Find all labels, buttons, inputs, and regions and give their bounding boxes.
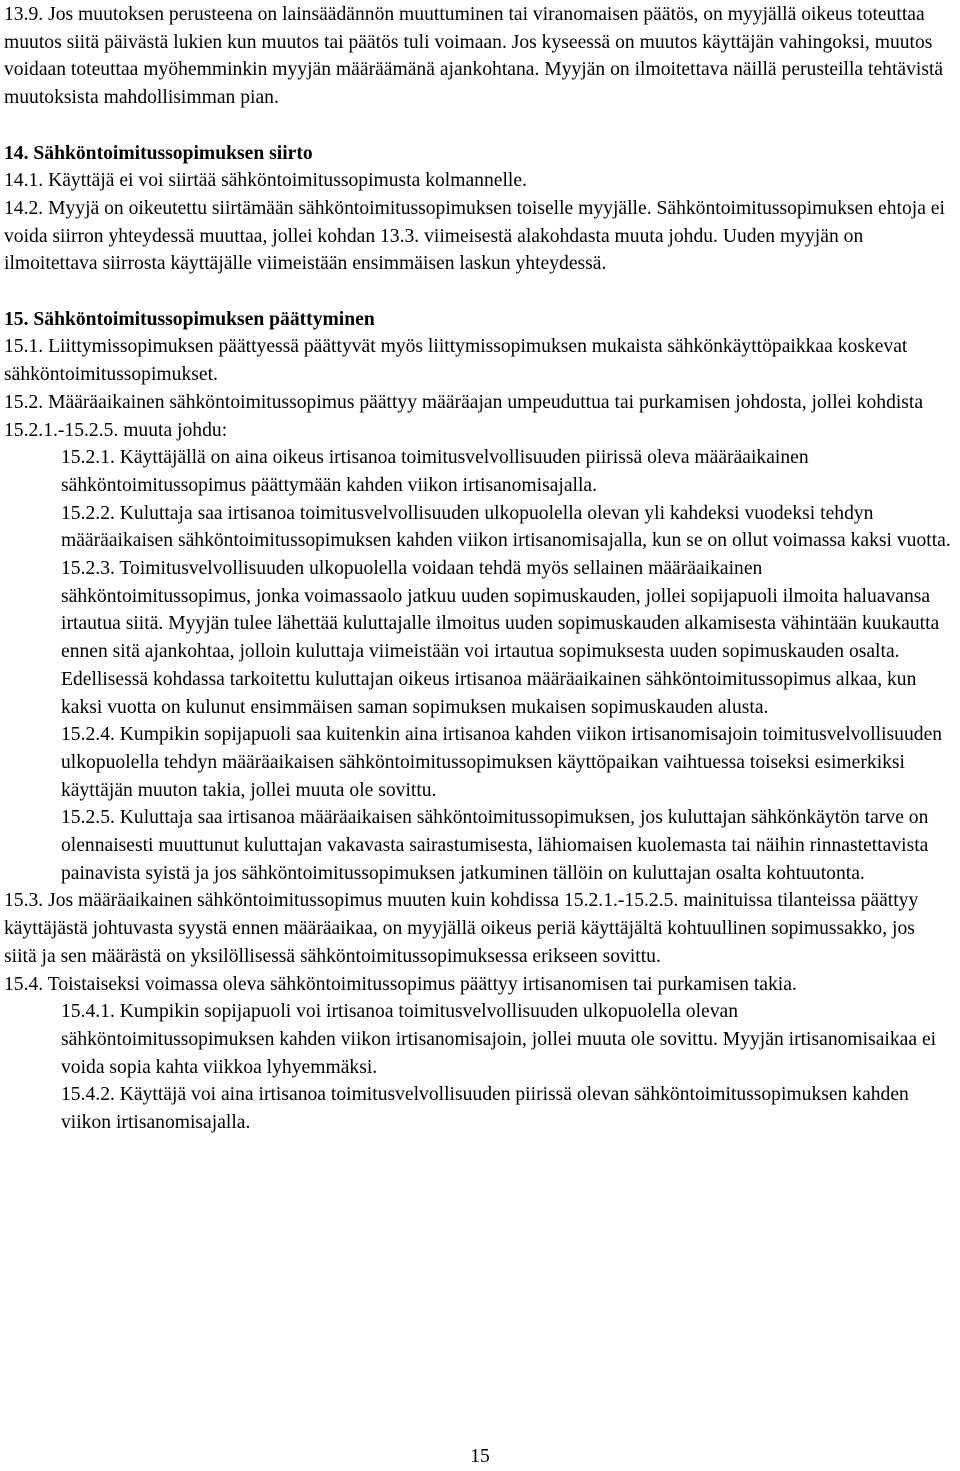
heading-section-14: 14. Sähköntoimitussopimuksen siirto (4, 142, 313, 164)
heading-section-15: 15. Sähköntoimitussopimuksen päättyminen (4, 308, 375, 330)
paragraph-15-3: 15.3. Jos määräaikainen sähköntoimitussopimus muuten kuin kohdissa 15.2.1.-15.2.5. mainituissa tilanteissa päättyy käyttäjästä johtuvasta syystä ennen määräaikaa, on myyjällä oikeus periä käyttäjältä kohtuullinen sopimussakko, jos siitä ja sen määrästä on yksilöllisessä sähköntoimitussopimuksessa erikseen sovittu. (4, 890, 919, 967)
paragraph-15-4-1: 15.4.1. Kumpikin sopijapuoli voi irtisanoa toimitusvelvollisuuden ulkopuolella olevan sähköntoimitussopimuksen kahden viikon irtisanomisajoin, jollei muuta ole sovittu. Myyjän irtisanomisaikaa ei voida sopia kahta viikkoa lyhyemmäksi. (61, 1001, 937, 1078)
paragraph-14-2: 14.2. Myyjä on oikeutettu siirtämään sähköntoimitussopimuksen toiselle myyjälle. Sähköntoimitussopimuksen ehtoja ei voida siirron yhteydessä muuttaa, jollei kohdan 13.3. viimeisestä alakohdasta muuta johdu. Uuden myyjän on ilmoitettava siirrosta käyttäjälle viimeistään ensimmäisen laskun yhteydessä. (4, 197, 945, 275)
document-page (4, 0, 952, 1137)
paragraph-15-2-5: 15.2.5. Kuluttaja saa irtisanoa määräaikaisen sähköntoimitussopimuksen, jos kuluttajan sähkönkäytön tarve on olennaisesti muuttunut kuluttajan vakavasta sairastumisesta, lähiomaisen kuolemasta tai näihin rinnastettavista painavista syistä ja jos sähköntoimitussopimuksen jatkuminen tällöin on kuluttajan osalta kohtuutonta. (61, 807, 929, 884)
paragraph-15-2-3: 15.2.3. Toimitusvelvollisuuden ulkopuolella voidaan tehdä myös sellainen määräaikainen sähköntoimitussopimus, jonka voimassaolo jatkuu uuden sopimuskauden, jollei sopijapuoli ilmoita haluavansa irtautua siitä. Myyjän tulee lähettää kuluttajalle ilmoitus uuden sopimuskauden alkamisesta vähintään kuukautta ennen sitä ajankohtaa, jolloin kuluttaja viimeistään voi irtautua sopimuksesta uuden sopimuskauden osalta. Edellisessä kohdassa tarkoitettu kuluttajan oikeus irtisanoa määräaikainen sähköntoimitussopimus alkaa, kun kaksi vuotta on kulunut ensimmäisen saman sopimuksen mukaisen sopimuskauden alusta. (61, 558, 940, 718)
paragraph-15-2-4: 15.2.4. Kumpikin sopijapuoli saa kuitenkin aina irtisanoa kahden viikon irtisanomisajoin toimitusvelvollisuuden ulkopuolella tehdyn määräaikaisen sähköntoimitussopimuksen käyttöpaikan vaihtuessa toiseksi esimerkiksi käyttäjän muuton takia, jollei muuta ole sovittu. (61, 724, 943, 801)
paragraph-15-1: 15.1. Liittymissopimuksen päättyessä päättyvät myös liittymissopimuksen mukaista sähkönkäyttöpaikkaa koskevat sähköntoimitussopimukset. (4, 336, 908, 386)
paragraph-15-2: 15.2. Määräaikainen sähköntoimitussopimus päättyy määräajan umpeuduttua tai purkamisen johdosta, jollei kohdista 15.2.1.-15.2.5. muuta johdu: (4, 391, 924, 441)
page-number: 15 (470, 1446, 490, 1467)
paragraph-15-2-1: 15.2.1. Käyttäjällä on aina oikeus irtisanoa toimitusvelvollisuuden piirissä oleva määräaikainen sähköntoimitussopimus päättymään kahden viikon irtisanomisajalla. (61, 447, 809, 496)
paragraph-15-4: 15.4. Toistaiseksi voimassa oleva sähköntoimitussopimus päättyy irtisanomisen tai purkamisen takia. (4, 973, 797, 995)
paragraph-14-1: 14.1. Käyttäjä ei voi siirtää sähköntoimitussopimusta kolmannelle. (4, 170, 527, 192)
paragraph-15-4-2: 15.4.2. Käyttäjä voi aina irtisanoa toimitusvelvollisuuden piirissä olevan sähköntoimitussopimuksen kahden viikon irtisanomisajalla. (61, 1084, 909, 1134)
paragraph-15-2-2: 15.2.2. Kuluttaja saa irtisanoa toimitusvelvollisuuden ulkopuolella olevan yli kahdeksi vuodeksi tehdyn määräaikaisen sähköntoimitussopimuksen kahden viikon irtisanomisajalla, kun se on ollut voimassa kaksi vuotta. (61, 502, 951, 552)
paragraph-13-9: 13.9. Jos muutoksen perusteena on lainsäädännön muuttuminen tai viranomaisen päätös, on myyjällä oikeus toteuttaa muutos siitä päivästä lukien kun muutos tai päätös tuli voimaan. Jos kyseessä on muutos käyttäjän vahingoksi, muutos voidaan toteuttaa myöhemminkin myyjän määräämänä ajankohtana. Myyjän on ilmoitettava näillä perusteilla tehtävistä muutoksista mahdollisimman pian. (4, 4, 944, 109)
